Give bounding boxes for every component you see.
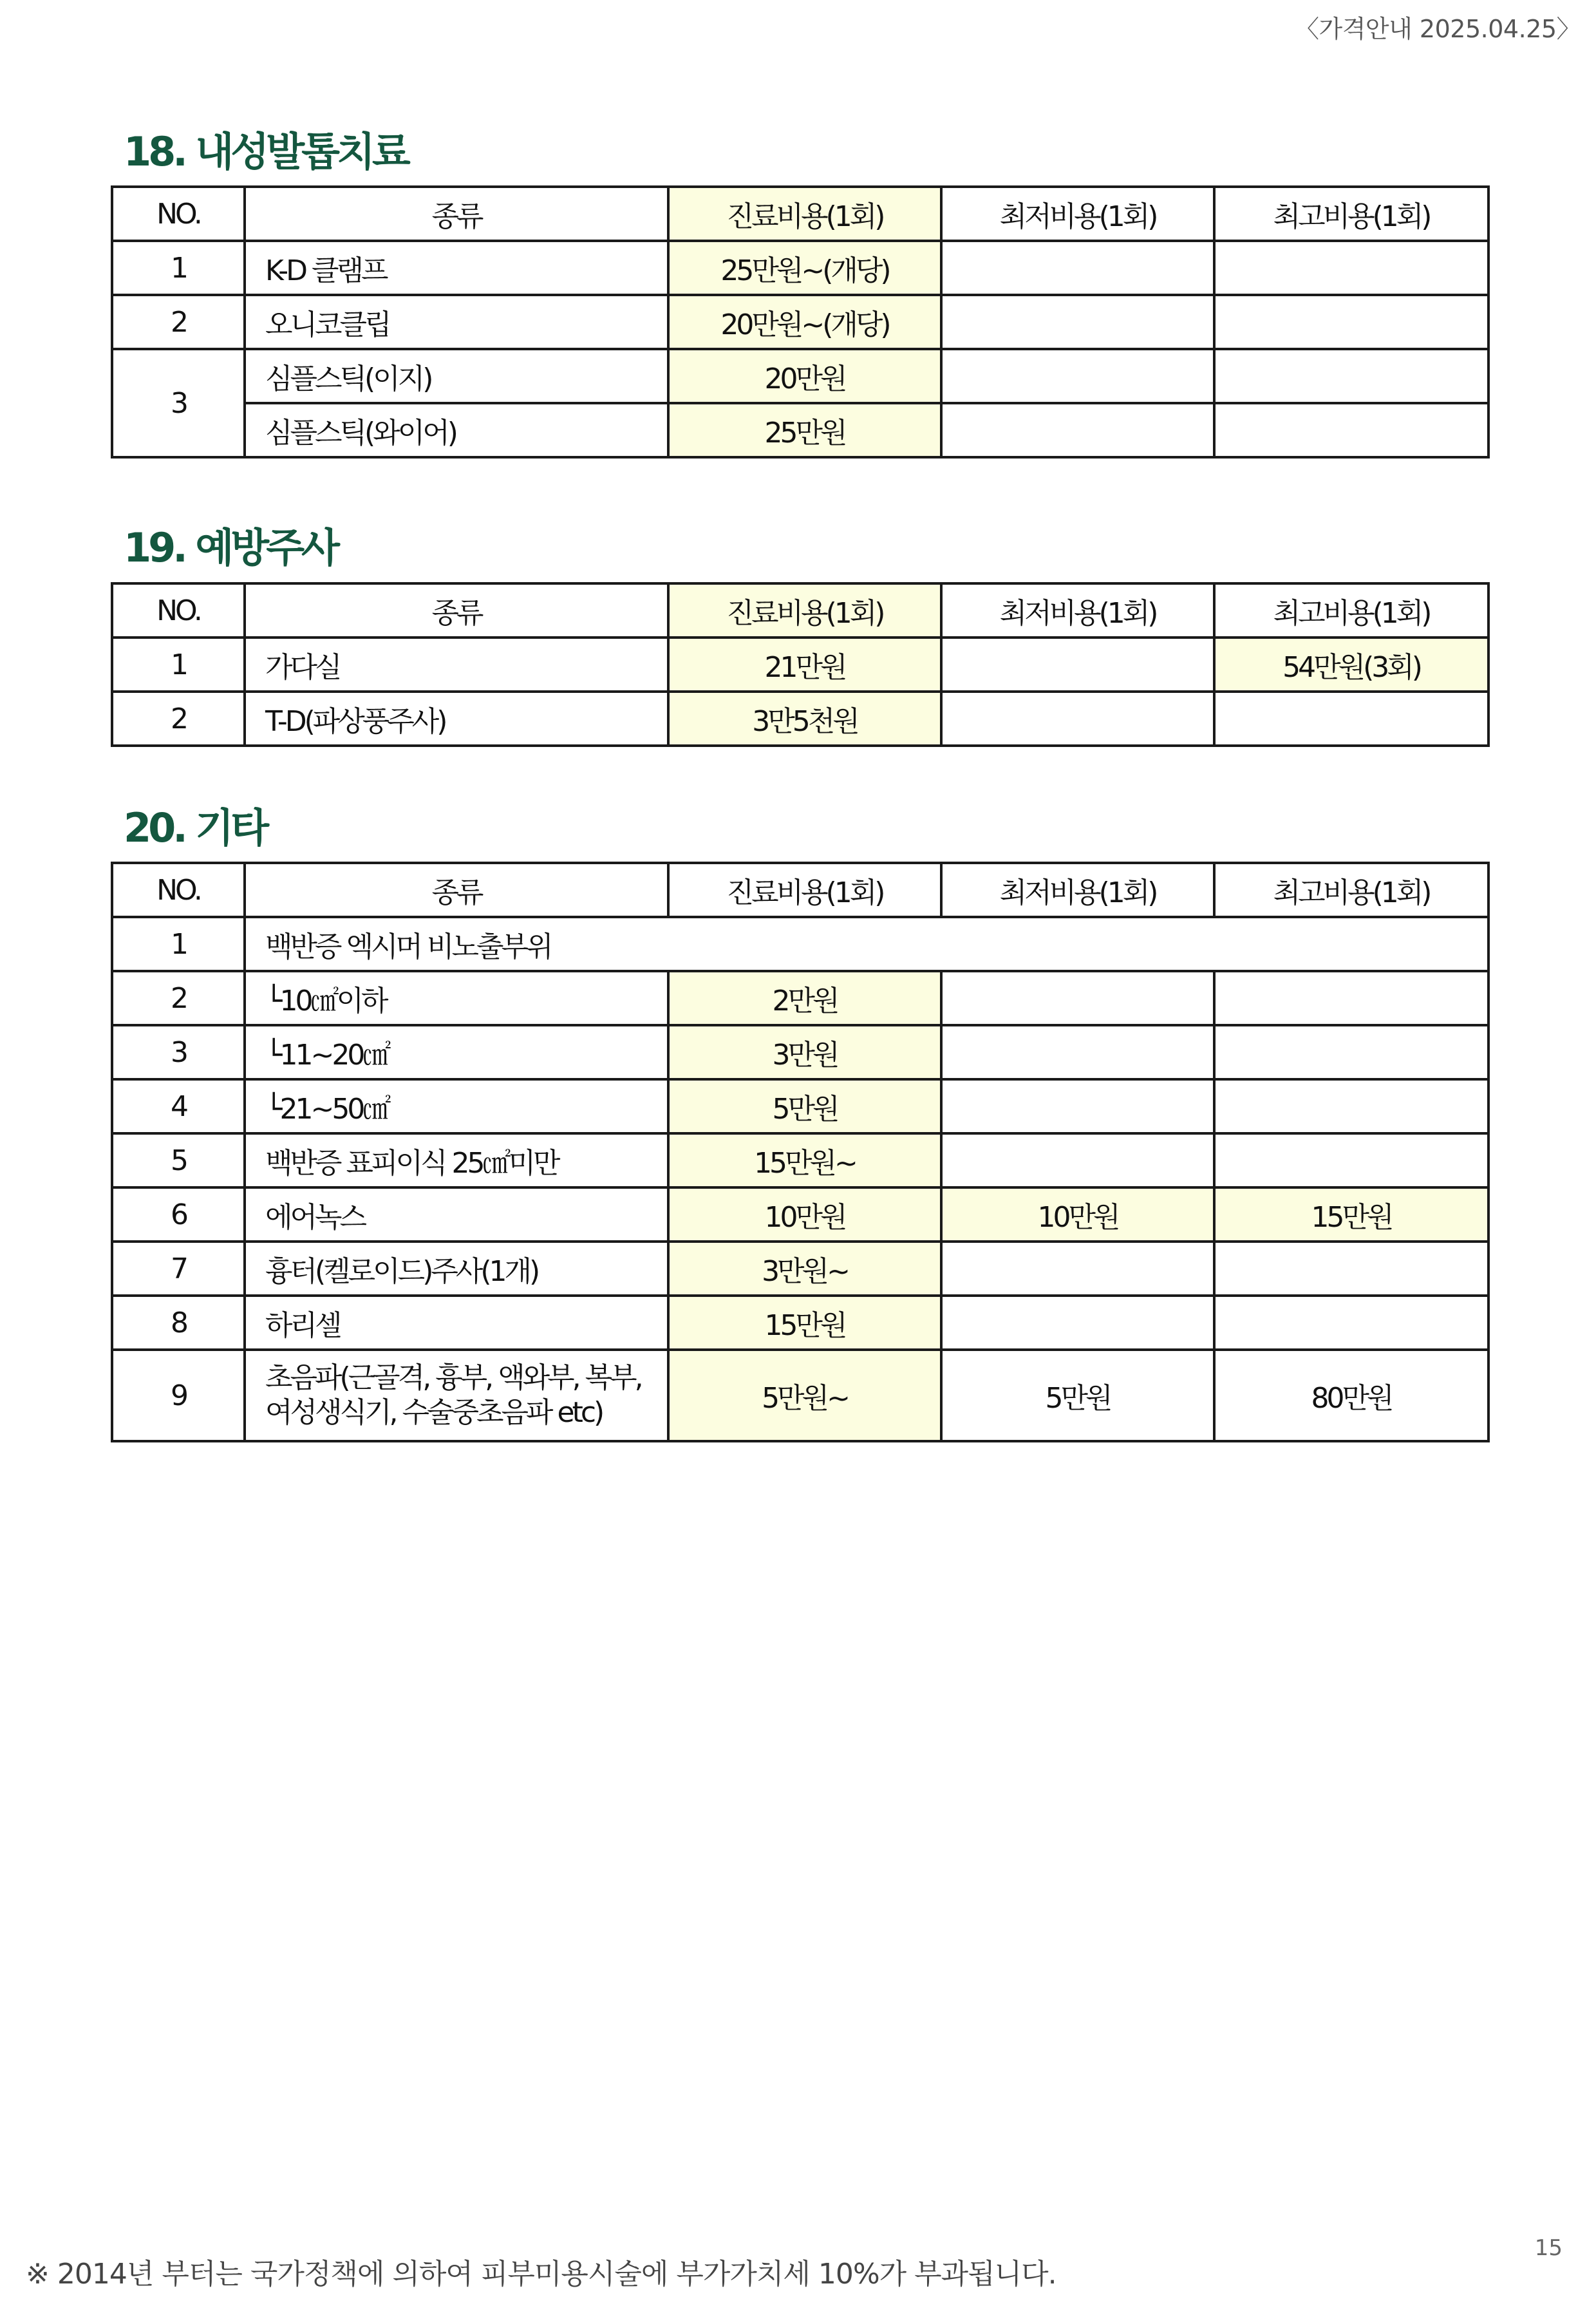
row-cost: 21만원 (668, 638, 941, 692)
row-type: 백반증 엑시머 비노출부위 (245, 917, 1488, 971)
row-no: 1 (112, 917, 245, 971)
row-min (941, 1025, 1214, 1079)
row-no: 1 (112, 638, 245, 692)
table-row (112, 638, 1488, 692)
row-cost: 5만원~ (668, 1350, 941, 1441)
header-type: 종류 (245, 583, 668, 638)
row-no: 3 (112, 349, 245, 457)
table-header-row (112, 583, 1488, 638)
row-cost: 3만원 (668, 1025, 941, 1079)
row-min: 10만원 (941, 1187, 1214, 1242)
row-max (1214, 241, 1488, 295)
section-title-others: 20. 기타 (124, 804, 267, 851)
header-min: 최저비용(1회) (941, 863, 1214, 917)
row-no: 6 (112, 1187, 245, 1242)
row-no: 2 (112, 692, 245, 746)
price-guide-date: 〈가격안내 2025.04.25〉 (1295, 15, 1581, 43)
row-type: 에어녹스 (245, 1187, 668, 1242)
row-min (941, 1296, 1214, 1350)
row-max (1214, 1133, 1488, 1187)
header-max: 최고비용(1회) (1214, 583, 1488, 638)
others-table (111, 862, 1490, 1442)
table-row (112, 241, 1488, 295)
row-type: 백반증 표피이식 25㎠미만 (245, 1133, 668, 1187)
row-no: 2 (112, 295, 245, 349)
table-row (112, 1079, 1488, 1133)
row-type: 심플스틱(이지) (245, 349, 668, 403)
row-cost: 5만원 (668, 1079, 941, 1133)
table-row (112, 1187, 1488, 1242)
row-cost: 20만원 (668, 349, 941, 403)
section-title-vaccination: 19. 예방주사 (124, 524, 337, 571)
row-no: 4 (112, 1079, 245, 1133)
row-cost: 15만원 (668, 1296, 941, 1350)
row-no: 2 (112, 971, 245, 1025)
header-no: NO. (112, 583, 245, 638)
row-min (941, 241, 1214, 295)
row-max (1214, 1242, 1488, 1296)
row-no: 8 (112, 1296, 245, 1350)
row-no: 7 (112, 1242, 245, 1296)
table-row (112, 1025, 1488, 1079)
row-max (1214, 295, 1488, 349)
row-min (941, 692, 1214, 746)
table-row (112, 1133, 1488, 1187)
table-header-row (112, 863, 1488, 917)
table-row (112, 692, 1488, 746)
header-cost: 진료비용(1회) (668, 187, 941, 241)
page-number: 15 (1534, 2235, 1563, 2261)
header-type: 종류 (245, 863, 668, 917)
row-type: └10㎠이하 (245, 971, 668, 1025)
row-cost: 3만5천원 (668, 692, 941, 746)
row-no: 3 (112, 1025, 245, 1079)
row-max (1214, 971, 1488, 1025)
row-cost: 3만원~ (668, 1242, 941, 1296)
section-title-ingrown-toenail: 18. 내성발톱치료 (124, 128, 408, 175)
row-max (1214, 1025, 1488, 1079)
row-max (1214, 349, 1488, 403)
table-row (112, 295, 1488, 349)
row-no: 9 (112, 1350, 245, 1441)
row-type: 심플스틱(와이어) (245, 403, 668, 457)
row-type: └11~20㎠ (245, 1025, 668, 1079)
header-no: NO. (112, 187, 245, 241)
ingrown-toenail-table (111, 185, 1490, 458)
row-min (941, 1079, 1214, 1133)
row-no: 5 (112, 1133, 245, 1187)
table-row (112, 971, 1488, 1025)
header-cost: 진료비용(1회) (668, 863, 941, 917)
header-min: 최저비용(1회) (941, 583, 1214, 638)
row-min (941, 349, 1214, 403)
table-header-row (112, 187, 1488, 241)
vat-notice: ※ 2014년 부터는 국가정책에 의하여 피부미용시술에 부가가치세 10%가 부과됩니다. (26, 2258, 1056, 2291)
row-max (1214, 1296, 1488, 1350)
row-max (1214, 692, 1488, 746)
row-type: 가다실 (245, 638, 668, 692)
row-cost: 20만원~(개당) (668, 295, 941, 349)
row-cost: 25만원~(개당) (668, 241, 941, 295)
row-type: T-D(파상풍주사) (245, 692, 668, 746)
row-min: 5만원 (941, 1350, 1214, 1441)
row-cost: 10만원 (668, 1187, 941, 1242)
vaccination-table (111, 582, 1490, 747)
row-type: 하리셀 (245, 1296, 668, 1350)
table-row (112, 349, 1488, 403)
header-max: 최고비용(1회) (1214, 187, 1488, 241)
row-cost: 2만원 (668, 971, 941, 1025)
row-max: 80만원 (1214, 1350, 1488, 1441)
table-row (112, 1242, 1488, 1296)
row-type: └21~50㎠ (245, 1079, 668, 1133)
row-max: 15만원 (1214, 1187, 1488, 1242)
header-cost: 진료비용(1회) (668, 583, 941, 638)
row-min (941, 295, 1214, 349)
row-min (941, 1133, 1214, 1187)
row-type: 초음파(근골격, 흉부, 액와부, 복부, 여성생식기, 수술중초음파 etc) (245, 1350, 668, 1441)
row-cost: 25만원 (668, 403, 941, 457)
row-max (1214, 1079, 1488, 1133)
header-max: 최고비용(1회) (1214, 863, 1488, 917)
row-max: 54만원(3회) (1214, 638, 1488, 692)
row-type: 흉터(켈로이드)주사(1개) (245, 1242, 668, 1296)
header-min: 최저비용(1회) (941, 187, 1214, 241)
row-min (941, 403, 1214, 457)
table-row (112, 1296, 1488, 1350)
row-type: 오니코클립 (245, 295, 668, 349)
row-min (941, 1242, 1214, 1296)
header-no: NO. (112, 863, 245, 917)
table-row (112, 403, 1488, 457)
table-row (112, 1350, 1488, 1441)
header-type: 종류 (245, 187, 668, 241)
row-no: 1 (112, 241, 245, 295)
row-min (941, 971, 1214, 1025)
row-type: K-D 클램프 (245, 241, 668, 295)
row-min (941, 638, 1214, 692)
row-max (1214, 403, 1488, 457)
row-cost: 15만원~ (668, 1133, 941, 1187)
table-row (112, 917, 1488, 971)
